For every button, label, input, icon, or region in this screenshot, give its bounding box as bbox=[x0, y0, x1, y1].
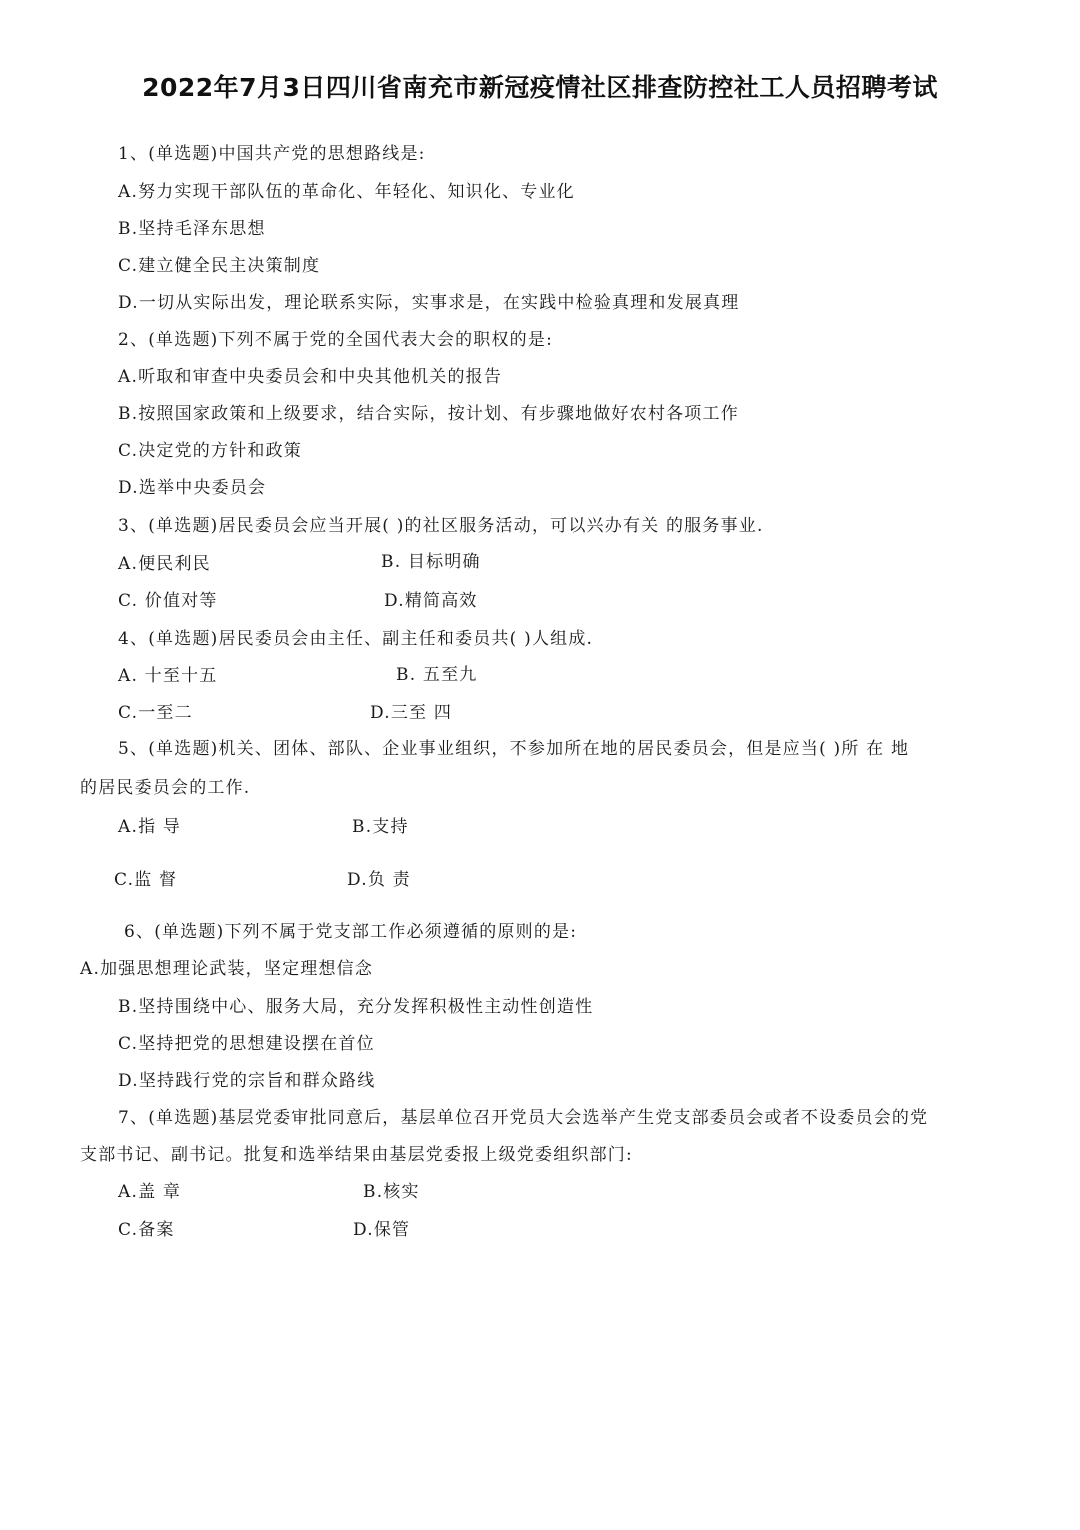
question-3-option-a: A.便民利民 bbox=[118, 554, 211, 574]
question-2-stem: 2、(单选题)下列不属于党的全国代表大会的职权的是: bbox=[118, 330, 554, 350]
question-5-stem-line-1: 5、(单选题)机关、团体、部队、企业事业组织，不参加所在地的居民委员会，但是应当( )所 在 地 bbox=[118, 739, 910, 759]
question-2-option-b: B.按照国家政策和上级要求，结合实际，按计划、有步骤地做好农村各项工作 bbox=[118, 404, 739, 424]
question-3-option-b: B. 目标明确 bbox=[381, 552, 481, 572]
question-6-stem: 6、(单选题)下列不属于党支部工作必须遵循的原则的是: bbox=[124, 922, 578, 942]
question-7-stem-line-2: 支部书记、副书记。批复和选举结果由基层党委报上级党委组织部门: bbox=[80, 1145, 633, 1165]
question-6-option-d: D.坚持践行党的宗旨和群众路线 bbox=[118, 1071, 376, 1091]
question-5-option-a: A.指 导 bbox=[118, 817, 182, 837]
question-7-option-b: B.核实 bbox=[363, 1182, 420, 1202]
question-7-stem-line-1: 7、(单选题)基层党委审批同意后，基层单位召开党员大会选举产生党支部委员会或者不设委员会的党 bbox=[118, 1108, 929, 1128]
question-2-option-a: A.听取和审查中央委员会和中央其他机关的报告 bbox=[118, 367, 503, 387]
question-5-stem-line-2: 的居民委员会的工作. bbox=[80, 778, 251, 798]
question-4-option-d: D.三至 四 bbox=[370, 703, 453, 723]
question-4-option-b: B. 五至九 bbox=[396, 665, 478, 685]
question-6-option-b: B.坚持围绕中心、服务大局，充分发挥积极性主动性创造性 bbox=[118, 997, 594, 1017]
question-6-option-c: C.坚持把党的思想建设摆在首位 bbox=[118, 1034, 375, 1054]
question-6-option-a: A.加强思想理论武装，坚定理想信念 bbox=[80, 959, 374, 979]
question-5-option-d: D.负 责 bbox=[347, 870, 411, 890]
question-3-stem: 3、(单选题)居民委员会应当开展( )的社区服务活动，可以兴办有关 的服务事业. bbox=[118, 516, 764, 536]
question-7-option-d: D.保管 bbox=[353, 1220, 411, 1240]
question-3-option-c: C. 价值对等 bbox=[118, 591, 218, 611]
question-5-option-b: B.支持 bbox=[352, 817, 409, 837]
question-3-option-d: D.精简高效 bbox=[384, 591, 478, 611]
question-2-option-d: D.选举中央委员会 bbox=[118, 478, 267, 498]
question-2-option-c: C.决定党的方针和政策 bbox=[118, 441, 303, 461]
question-1-option-d: D.一切从实际出发，理论联系实际，实事求是，在实践中检验真理和发展真理 bbox=[118, 293, 740, 313]
question-1-option-b: B.坚持毛泽东思想 bbox=[118, 219, 266, 239]
exam-title: 2022年7月3日四川省南充市新冠疫情社区排查防控社工人员招聘考试 bbox=[142, 73, 938, 102]
question-1-stem: 1、(单选题)中国共产党的思想路线是: bbox=[118, 144, 426, 164]
question-4-option-a: A. 十至十五 bbox=[118, 666, 218, 686]
question-1-option-a: A.努力实现干部队伍的革命化、年轻化、知识化、专业化 bbox=[118, 182, 575, 202]
question-7-option-c: C.备案 bbox=[118, 1220, 175, 1240]
question-7-option-a: A.盖 章 bbox=[118, 1182, 182, 1202]
question-5-option-c: C.监 督 bbox=[114, 870, 178, 890]
question-1-option-c: C.建立健全民主决策制度 bbox=[118, 256, 321, 276]
question-4-option-c: C.一至二 bbox=[118, 703, 193, 723]
question-4-stem: 4、(单选题)居民委员会由主任、副主任和委员共( )人组成. bbox=[118, 629, 594, 649]
